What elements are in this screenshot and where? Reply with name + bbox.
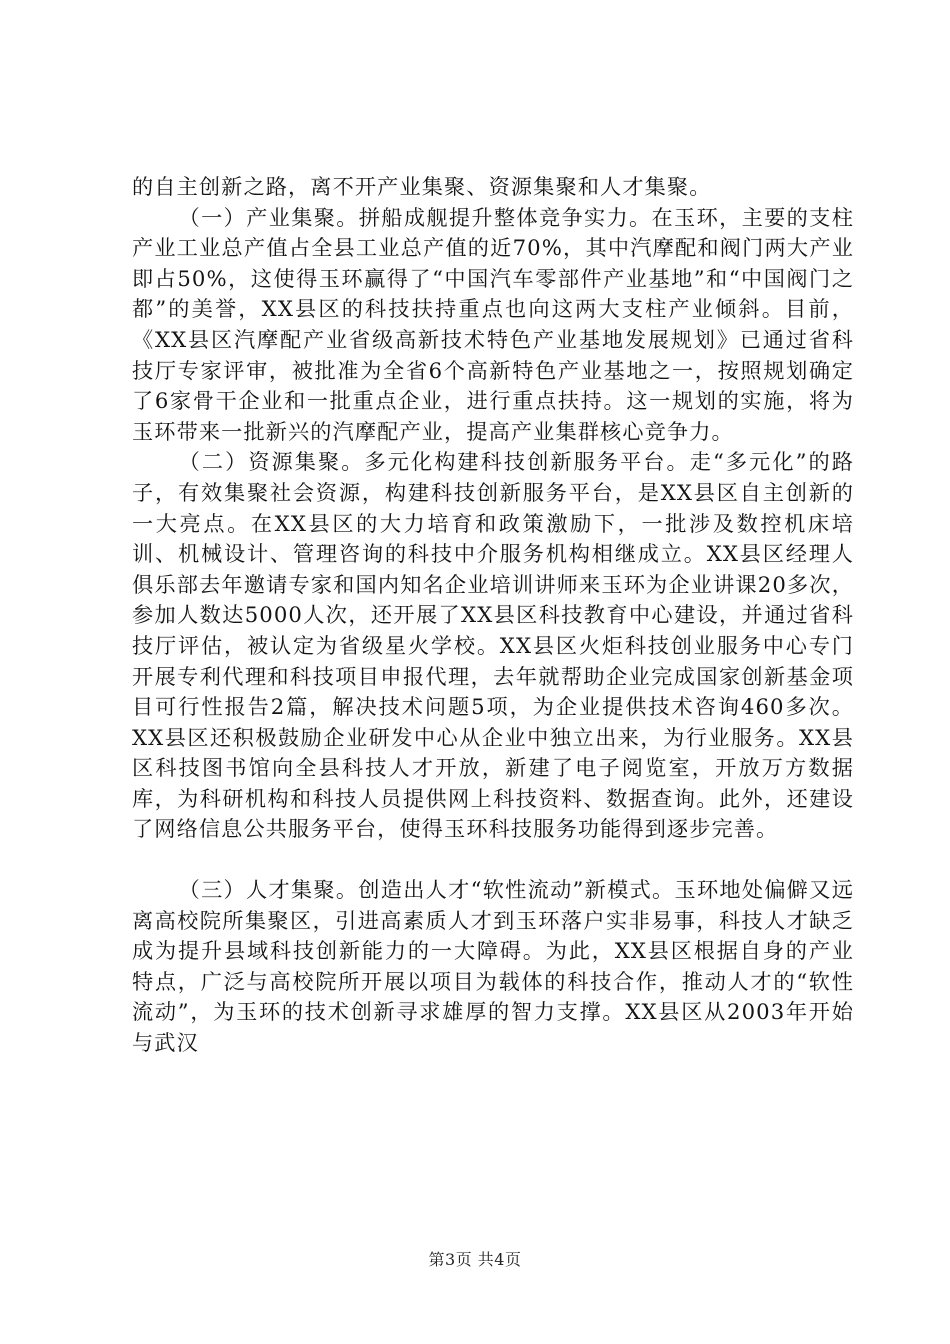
page-footer: 第3页 共4页 [428, 1250, 522, 1269]
paragraph-gap [132, 845, 854, 875]
document-body [132, 172, 854, 1059]
paragraph-continuation: 的自主创新之路，离不开产业集聚、资源集聚和人才集聚。 [132, 174, 712, 199]
paragraph-talent-cluster: （三）人才集聚。创造出人才“软性流动”新模式。玉环地处偏僻又远离高校院所集聚区，引进高素质人才到玉环落户实非易事，科技人才缺乏成为提升县域科技创新能力的一大障碍。为此，XX县区根据自身的产业特点，广泛与高校院所开展以项目为载体的科技合作，推动人才的“软性流动”，为玉环的技术创新寻求雄厚的智力支撑。XX县区从2003年开始与武汉 [132, 877, 854, 1056]
paragraph-industry-cluster: （一）产业集聚。拼船成舰提升整体竞争实力。在玉环，主要的支柱产业工业总产值占全县工业总产值的近70%，其中汽摩配和阀门两大产业即占50%，这使得玉环赢得了“中国汽车零部件产业基地”和“中国阀门之都”的美誉，XX县区的科技扶持重点也向这两大支柱产业倾斜。目前，《XX县区汽摩配产业省级高新技术特色产业基地发展规划》已通过省科技厅专家评审，被批准为全省6个高新特色产业基地之一，按照规划确定了6家骨干企业和一批重点企业，进行重点扶持。这一规划的实施，将为玉环带来一批新兴的汽摩配产业，提高产业集群核心竞争力。 [132, 204, 854, 444]
paragraph-resource-cluster: （二）资源集聚。多元化构建科技创新服务平台。走“多元化”的路子，有效集聚社会资源，构建科技创新服务平台，是XX县区自主创新的一大亮点。在XX县区的大力培育和政策激励下，一批涉及数控机床培训、机械设计、管理咨询的科技中介服务机构相继成立。XX县区经理人俱乐部去年邀请专家和国内知名企业培训讲师来玉环为企业讲课20多次，参加人数达5000人次，还开展了XX县区科技教育中心建设，并通过省科技厅评估，被认定为省级星火学校。XX县区火炬科技创业服务中心专门开展专利代理和科技项目申报代理，去年就帮助企业完成国家创新基金项目可行性报告2篇，解决技术问题5项，为企业提供技术咨询460多次。XX县区还积极鼓励企业研发中心从企业中独立出来，为行业服务。XX县区科技图书馆向全县科技人才开放，新建了电子阅览室，开放万方数据库，为科研机构和科技人员提供网上科技资料、数据查询。此外，还建设了网络信息公共服务平台，使得玉环科技服务功能得到逐步完善。 [132, 449, 854, 842]
